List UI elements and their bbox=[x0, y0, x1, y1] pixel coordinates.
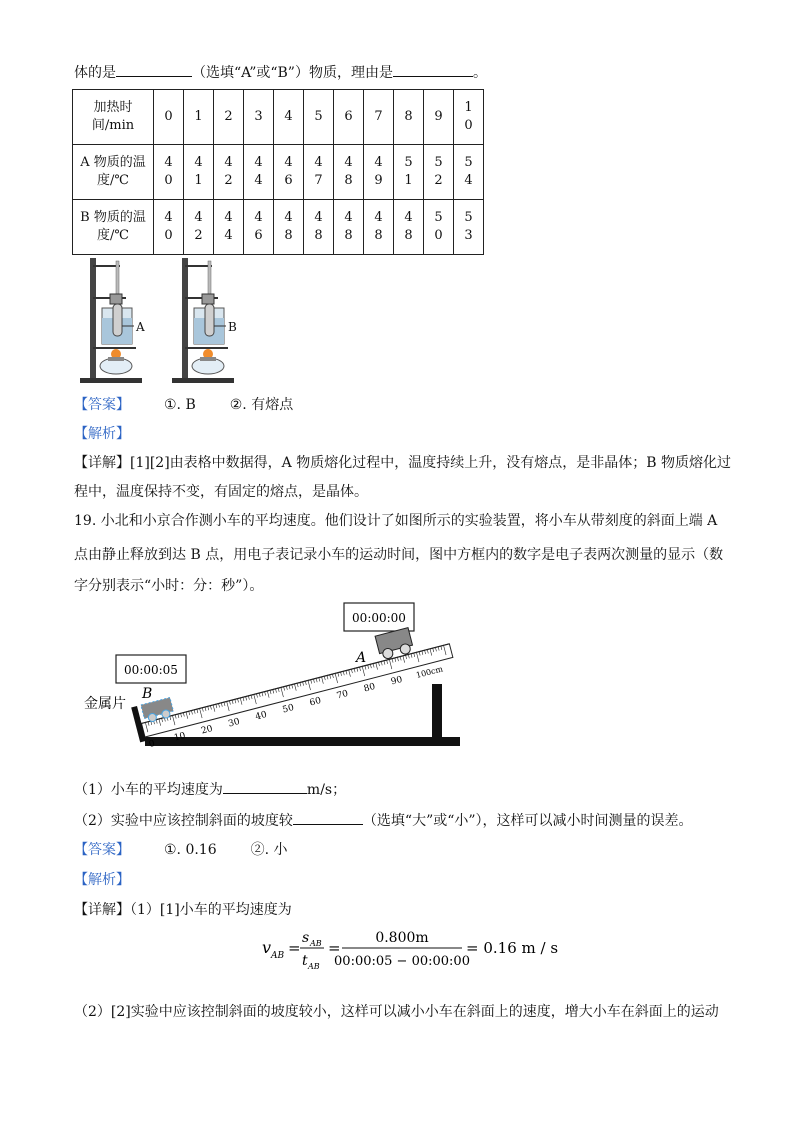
svg-text:=: = bbox=[288, 939, 301, 957]
q19-analysis-tag: 【解析】 bbox=[74, 872, 130, 888]
q19-sub2: （2）实验中应该控制斜面的坡度较 （选填“大”或“小”），这样可以减小时间测量的误差。 bbox=[74, 810, 693, 831]
ruler-label: 40 bbox=[254, 709, 269, 723]
svg-text:v: v bbox=[262, 938, 272, 957]
timer-top-text: 00:00:00 bbox=[352, 611, 406, 625]
ruler-label: 0 bbox=[147, 738, 156, 751]
apparatus-label-b: B bbox=[228, 320, 237, 334]
ruler-label: 20 bbox=[200, 723, 214, 737]
incline-figure bbox=[80, 600, 470, 765]
table-row: 加热时间/min 0 1 2 3 4 5 6 7 8 9 10 bbox=[73, 90, 484, 145]
svg-text:AB: AB bbox=[310, 939, 322, 948]
heating-apparatus-figure bbox=[76, 256, 256, 386]
svg-text:t: t bbox=[302, 953, 308, 969]
answer-blank-3 bbox=[223, 779, 307, 794]
ruler-label: 70 bbox=[335, 688, 350, 702]
ruler-label: 100cm bbox=[415, 664, 444, 680]
ruler-label: 50 bbox=[281, 702, 296, 716]
table-row: A 物质的温度/℃ 40 41 42 44 46 47 48 49 51 52 54 bbox=[73, 145, 484, 200]
timer-bottom-text: 00:00:05 bbox=[124, 663, 178, 677]
table-row: B 物质的温度/℃ 40 42 44 46 48 48 48 48 48 50 53 bbox=[73, 200, 484, 255]
formula-denominator: 00:00:05 − 00:00:00 bbox=[334, 954, 470, 969]
ruler-label: 60 bbox=[308, 695, 323, 709]
table-label-a: A 物质的温度/℃ bbox=[73, 145, 154, 200]
q19-text-3: 字分别表示“小时：分：秒”）。 bbox=[74, 578, 264, 594]
apparatus-label-a: A bbox=[136, 320, 145, 334]
metal-plate-label: 金属片 bbox=[84, 696, 126, 712]
q19-detail-1: 【详解】（1）[1]小车的平均速度为 bbox=[74, 902, 292, 918]
q19-text-1: 19. 小北和小京合作测小车的平均速度。他们设计了如图所示的实验装置，将小车从带刻度的斜面上端 A bbox=[74, 513, 718, 529]
answer-blank-4 bbox=[293, 810, 363, 825]
formula-numerator: 0.800m bbox=[375, 930, 429, 946]
apparatus-b bbox=[172, 258, 237, 383]
svg-text:AB: AB bbox=[308, 962, 320, 971]
apparatus-a bbox=[80, 258, 145, 383]
velocity-formula bbox=[262, 925, 562, 973]
table-label-b: B 物质的温度/℃ bbox=[73, 200, 154, 255]
q19-detail-2: （2）[2]实验中应该控制斜面的坡度较小，这样可以减小小车在斜面上的速度，增大小车在斜面上的运动 bbox=[74, 1004, 719, 1020]
ruler-label: 30 bbox=[227, 716, 241, 730]
formula-result: = 0.16 m / s bbox=[466, 939, 559, 957]
ruler-label: 10 bbox=[173, 730, 187, 744]
svg-text:s: s bbox=[302, 930, 310, 946]
q18-answer: 【答案】 ①. B ②. 有熔点 bbox=[74, 397, 294, 413]
ruler-label: 80 bbox=[362, 681, 377, 695]
point-a-label: A bbox=[356, 650, 367, 666]
svg-text:AB: AB bbox=[271, 951, 285, 961]
q19-text-2: 点由静止释放到达 B 点，用电子表记录小车的运动时间，图中方框内的数字是电子表两次测量的显示（数 bbox=[74, 547, 724, 563]
melting-data-table bbox=[72, 89, 484, 255]
q19-sub1: （1）小车的平均速度为 m/s； bbox=[74, 779, 346, 800]
q18-detail-1: 【详解】[1][2]由表格中数据得，A 物质熔化过程中，温度持续上升，没有熔点，是非晶体；B 物质熔化过 bbox=[74, 455, 731, 471]
point-b-label: B bbox=[142, 686, 153, 702]
svg-text:=: = bbox=[328, 939, 341, 957]
q19-answer: 【答案】 ①. 0.16 ②. 小 bbox=[74, 842, 288, 858]
answer-blank-2 bbox=[393, 62, 473, 77]
table-header-time: 加热时间/min bbox=[73, 90, 154, 145]
answer-blank-1 bbox=[116, 62, 192, 77]
ruler-label: 90 bbox=[389, 674, 404, 688]
incline-ruler bbox=[129, 619, 456, 752]
q18-analysis-tag: 【解析】 bbox=[74, 426, 130, 442]
question-18-tail: 体的是 （选填“A”或“B”）物质，理由是 。 bbox=[74, 62, 487, 83]
q18-detail-2: 程中，温度保持不变，有固定的熔点，是晶体。 bbox=[74, 484, 368, 500]
